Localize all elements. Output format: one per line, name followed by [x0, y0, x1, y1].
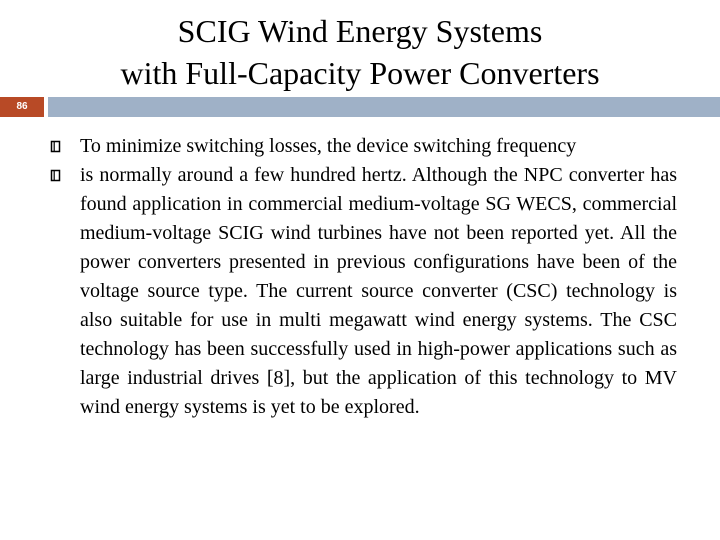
- bullet-list: [50, 132, 690, 422]
- slide-title-line-1: SCIG Wind Energy Systems: [177, 13, 543, 49]
- slide-number-badge: 86: [0, 97, 44, 117]
- header-divider: [48, 97, 720, 117]
- slide-title: [0, 10, 720, 94]
- hollow-square-bullet-icon: [50, 161, 80, 183]
- slide-header-bar: [0, 97, 720, 117]
- hollow-square-bullet-icon: [50, 132, 80, 154]
- bullet-text: To minimize switching losses, the device switching frequency: [80, 135, 577, 157]
- slide-title-line-2: with Full-Capacity Power Converters: [120, 55, 600, 91]
- bullet-text: is normally around a few hundred hertz. Although the NPC converter has found application in commercial medium-voltage SG WECS, commercial medium-voltage SCIG wind turbines have not been reported yet. All the power converters presented in previous configurations have been of the voltage source type. The current source converter (CSC) technology is also suitable for use in multi megawatt wind energy systems. The CSC technology has been successfully used in high-power applications such as large industrial drives [8], but the application of this technology to MV wind energy systems is yet to be explored.: [80, 164, 677, 418]
- bullet-item: [50, 132, 690, 161]
- bullet-item: [50, 161, 690, 422]
